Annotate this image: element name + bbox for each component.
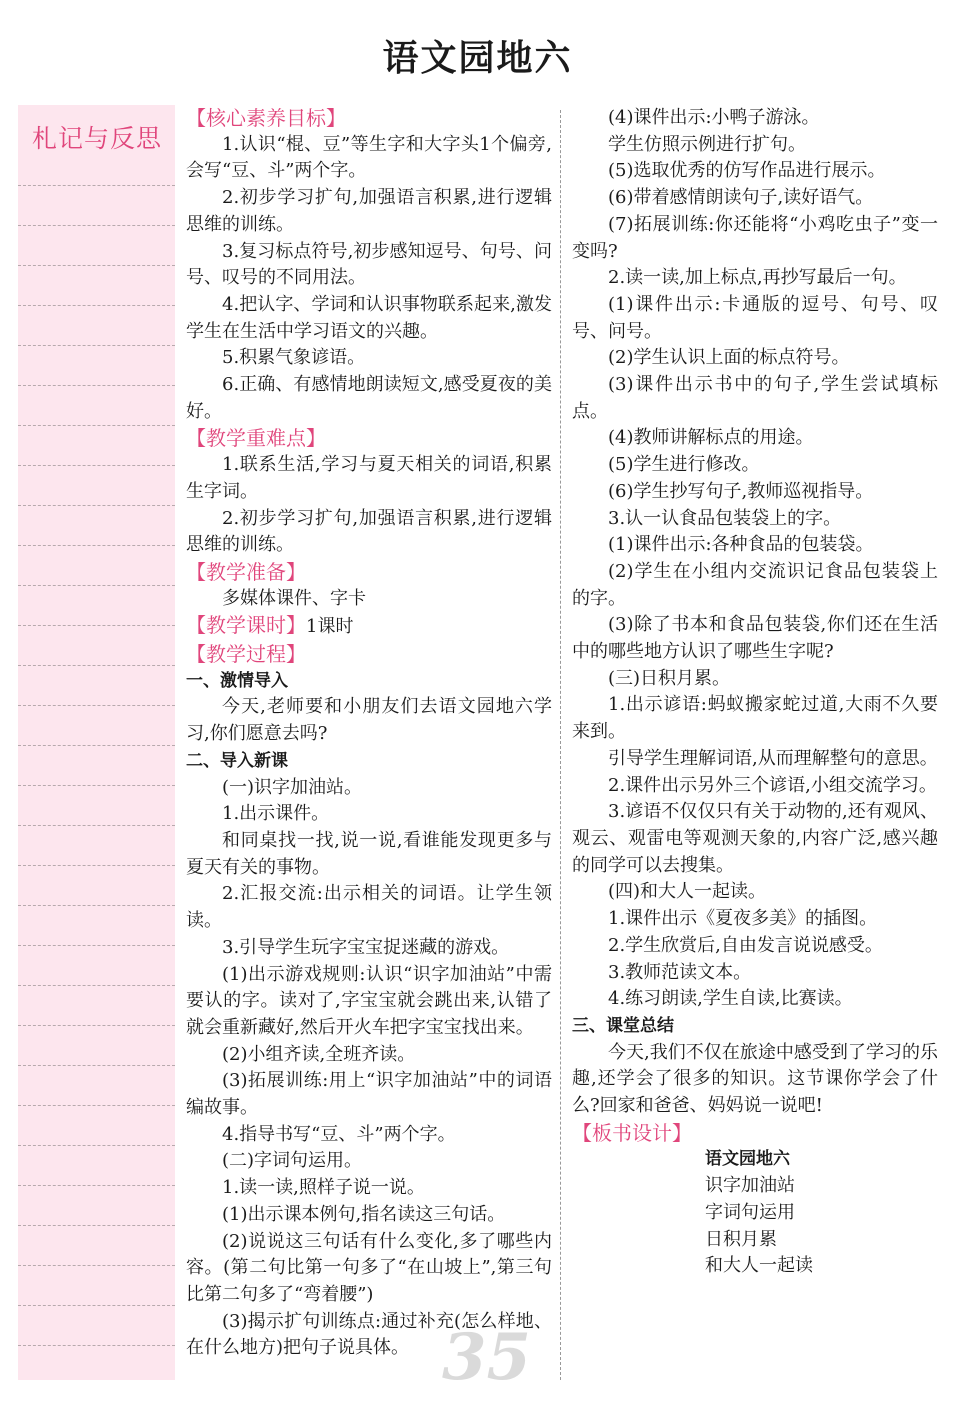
page-title: 语文园地六	[382, 37, 573, 79]
subsection-heading: 三、课堂总结	[572, 1015, 674, 1036]
paragraph: (四)和大人一起读。	[608, 881, 767, 903]
section-heading-label: 【教学课时】	[186, 613, 306, 638]
board-item: 字词句运用	[705, 1201, 795, 1223]
note-line	[18, 825, 175, 826]
note-line	[18, 185, 175, 186]
paragraph: (5)选取优秀的仿写作品进行展示。	[608, 160, 886, 182]
section-heading	[186, 425, 552, 452]
paragraph: 2.初步学习扩句,加强语言积累,进行逻辑思维的训练。	[186, 187, 552, 235]
note-line	[18, 425, 175, 426]
note-line	[18, 1145, 175, 1146]
note-line	[18, 1265, 175, 1266]
paragraph: (1)课件出示:卡通版的逗号、句号、叹号、问号。	[572, 293, 938, 342]
paragraph: (6)学生抄写句子,教师巡视指导。	[608, 480, 874, 502]
paragraph: (二)字词句运用。	[222, 1150, 363, 1172]
notes-sidebar	[18, 105, 175, 1380]
note-line	[18, 505, 175, 506]
paragraph: 1.出示谚语:蚂蚁搬家蛇过道,大雨不久要来到。	[572, 694, 938, 743]
paragraph: (2)小组齐读,全班齐读。	[222, 1043, 416, 1065]
left-column	[186, 105, 552, 1362]
paragraph: 4.把认字、学词和认识事物联系起来,激发学生在生活中学习语文的兴趣。	[186, 293, 552, 342]
paragraph: 多媒体课件、字卡	[222, 587, 366, 609]
note-line	[18, 985, 175, 986]
paragraph: (2)学生在小组内交流识记食品包装袋上的字。	[572, 560, 938, 609]
section-heading-label: 【板书设计】	[572, 1120, 692, 1145]
subsection-heading: 二、导入新课	[186, 750, 288, 771]
paragraph: 2.读一读,加上标点,再抄写最后一句。	[608, 267, 907, 289]
section-heading	[186, 105, 552, 132]
note-line	[18, 265, 175, 266]
subsection-heading: 一、激情导入	[186, 670, 288, 691]
section-heading	[186, 612, 552, 641]
note-line	[18, 1185, 175, 1186]
board-item: 识字加油站	[705, 1175, 795, 1197]
paragraph: 2.初步学习扩句,加强语言积累,进行逻辑思维的训练。	[186, 507, 552, 556]
note-line	[18, 345, 175, 346]
paragraph: 6.正确、有感情地朗读短文,感受夏夜的美好。	[186, 374, 552, 422]
paragraph: 4.指导书写“豆、斗”两个字。	[222, 1123, 456, 1145]
page-number: 35	[442, 1320, 532, 1395]
column-divider	[560, 110, 561, 1380]
note-line	[18, 1345, 175, 1346]
paragraph: 1.联系生活,学习与夏天相关的词语,积累生字词。	[186, 454, 552, 502]
note-line	[18, 465, 175, 466]
note-line	[18, 1105, 175, 1106]
paragraph: 3.认一认食品包装袋上的字。	[608, 507, 842, 529]
paragraph: 学生仿照示例进行扩句。	[608, 133, 806, 155]
paragraph: 2.课件出示另外三个谚语,小组交流学习。	[608, 774, 937, 796]
section-heading	[186, 559, 552, 586]
paragraph: (1)课件出示:各种食品的包装袋。	[608, 534, 874, 556]
paragraph: (4)课件出示:小鸭子游泳。	[608, 107, 820, 128]
paragraph: 2.汇报交流:出示相关的词语。让学生领读。	[186, 883, 552, 932]
board-design	[572, 1146, 938, 1280]
note-line	[18, 1025, 175, 1026]
note-line	[18, 545, 175, 546]
note-line	[18, 625, 175, 626]
paragraph: 3.谚语不仅仅只有关于动物的,还有观风、观云、观雷电等观测天象的,内容广泛,感兴趣的同学可以去搜集。	[572, 801, 938, 876]
paragraph: 今天,老师要和小朋友们去语文园地六学习,你们愿意去吗?	[186, 696, 552, 745]
paragraph: (6)带着感情朗读句子,读好语气。	[608, 187, 874, 209]
note-line	[18, 745, 175, 746]
note-line	[18, 1305, 175, 1306]
section-heading-label: 【教学准备】	[186, 559, 306, 584]
paragraph: (3)除了书本和食品包装袋,你们还在生活中的哪些地方认识了哪些生字呢?	[572, 614, 938, 663]
paragraph: 1.读一读,照样子说一说。	[222, 1177, 425, 1199]
section-heading-label: 【教学过程】	[186, 642, 306, 667]
paragraph: (3)拓展训练:用上“识字加油站”中的词语编故事。	[186, 1070, 552, 1119]
board-item: 日积月累	[705, 1228, 777, 1250]
note-line	[18, 385, 175, 386]
note-line	[18, 945, 175, 946]
paragraph: 5.积累气象谚语。	[222, 347, 366, 369]
paragraph: 1.课件出示《夏夜多美》的插图。	[608, 908, 878, 930]
paragraph: 1.出示课件。	[222, 803, 330, 825]
paragraph: 今天,我们不仅在旅途中感受到了学习的乐趣,还学会了很多的知识。这节课你学会了什么?回家和爸爸、妈妈说一说吧!	[572, 1041, 938, 1117]
paragraph: (三)日积月累。	[608, 667, 731, 689]
paragraph: 3.引导学生玩字宝宝捉迷藏的游戏。	[222, 936, 510, 958]
section-heading	[572, 1120, 938, 1147]
paragraph: 3.教师范读文本。	[608, 961, 752, 983]
note-line	[18, 905, 175, 906]
paragraph: 1.认识“棍、豆”等生字和大字头1个偏旁,会写“豆、斗”两个字。	[186, 133, 552, 182]
paragraph: (4)教师讲解标点的用途。	[608, 427, 814, 449]
note-line	[18, 225, 175, 226]
paragraph: (3)揭示扩句训练点:通过补充(怎么样地、在什么地方)把句子说具体。	[186, 1310, 552, 1359]
note-line	[18, 705, 175, 706]
paragraph: (一)识字加油站。	[222, 776, 363, 798]
note-line	[18, 1225, 175, 1226]
paragraph: 和同桌找一找,说一说,看谁能发现更多与夏天有关的事物。	[186, 829, 552, 878]
paragraph: 2.学生欣赏后,自由发言说说感受。	[608, 934, 883, 956]
paragraph: (3)课件出示书中的句子,学生尝试填标点。	[572, 374, 938, 422]
paragraph: 3.复习标点符号,初步感知逗号、句号、问号、叹号的不同用法。	[186, 240, 552, 289]
note-line	[18, 665, 175, 666]
sidebar-title: 札记与反思	[32, 124, 163, 153]
note-line	[18, 785, 175, 786]
right-column	[572, 105, 938, 1280]
section-heading-label: 【核心素养目标】	[186, 106, 346, 130]
board-title: 语文园地六	[705, 1149, 790, 1170]
section-heading-value: 1课时	[306, 616, 354, 638]
paragraph: 引导学生理解词语,从而理解整句的意思。	[608, 747, 938, 769]
note-line	[18, 305, 175, 306]
section-heading	[186, 641, 552, 668]
paragraph: (7)拓展训练:你还能将“小鸡吃虫子”变一变吗?	[572, 213, 938, 262]
paragraph: 4.练习朗读,学生自读,比赛读。	[608, 988, 853, 1010]
paragraph: (5)学生进行修改。	[608, 454, 760, 476]
paragraph: (2)说说这三句话有什么变化,多了哪些内容。(第二句比第一句多了“在山坡上”,第三句比第二句多了“弯着腰”)	[186, 1230, 552, 1305]
note-line	[18, 865, 175, 866]
paragraph: (1)出示游戏规则:认识“识字加油站”中需要认的字。读对了,字宝宝就会跳出来,认错了就会重新藏好,然后开火车把字宝宝找出来。	[186, 963, 552, 1038]
paragraph: (2)学生认识上面的标点符号。	[608, 347, 850, 369]
section-heading-label: 【教学重难点】	[186, 426, 326, 451]
paragraph: (1)出示课本例句,指名读这三句话。	[222, 1203, 506, 1225]
note-line	[18, 1065, 175, 1066]
board-item: 和大人一起读	[705, 1255, 813, 1277]
note-line	[18, 585, 175, 586]
right-column-body	[572, 105, 938, 1146]
